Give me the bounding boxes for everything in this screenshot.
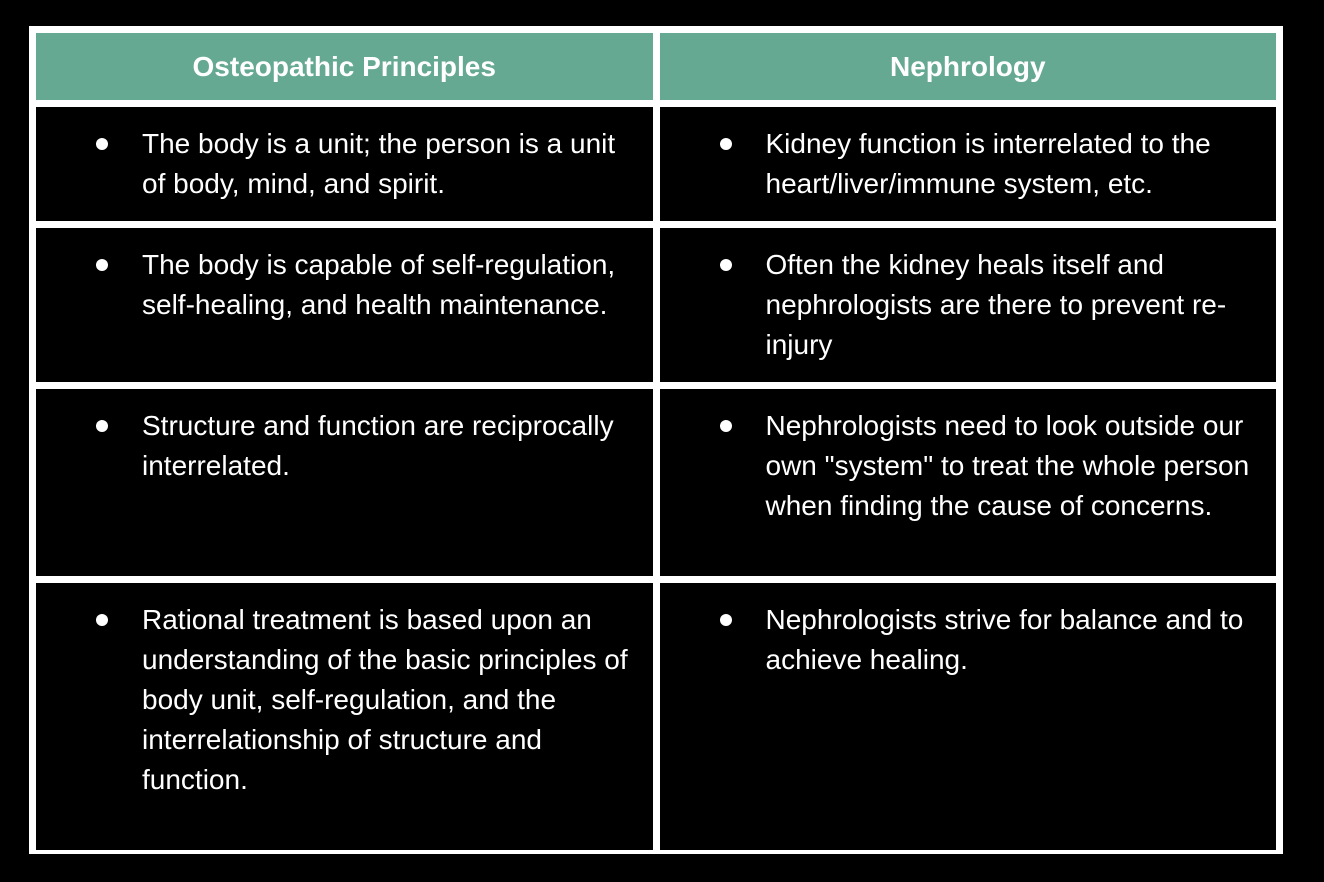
header-osteopathic-principles: Osteopathic Principles [36,33,653,100]
table-row [36,107,1276,221]
comparison-table-frame [29,26,1283,854]
cell-text: The body is capable of self-regulation, self-healing, and health maintenance. [142,249,616,320]
cell-text: Often the kidney heals itself and nephrologists are there to prevent re-injury [765,249,1227,360]
header-nephrology: Nephrology [660,33,1277,100]
bullet-icon [720,259,732,271]
table-row [36,228,1276,382]
table-cell-right [660,389,1277,576]
bullet-icon [96,420,108,432]
bullet-icon [96,138,108,150]
table-cell-right [660,583,1277,850]
cell-text: The body is a unit; the person is a unit of body, mind, and spirit. [142,128,616,199]
comparison-table [29,26,1283,857]
bullet-icon [96,614,108,626]
table-cell-left [36,228,653,382]
cell-text: Nephrologists strive for balance and to achieve healing. [765,604,1244,675]
cell-text: Nephrologists need to look outside our own "system" to treat the whole person when finding the cause of concerns. [765,410,1250,521]
table-row [36,389,1276,576]
header-row [36,33,1276,100]
table-cell-left [36,107,653,221]
table-cell-right [660,107,1277,221]
table-row [36,583,1276,850]
bullet-icon [96,259,108,271]
cell-text: Structure and function are reciprocally interrelated. [142,410,614,481]
bullet-icon [720,420,732,432]
cell-text: Kidney function is interrelated to the heart/liver/immune system, etc. [765,128,1211,199]
cell-text: Rational treatment is based upon an understanding of the basic principles of body unit, self-regulation, and the interrelationship of structure and function. [142,604,628,795]
table-cell-left [36,583,653,850]
table-cell-left [36,389,653,576]
bullet-icon [720,138,732,150]
table-cell-right [660,228,1277,382]
bullet-icon [720,614,732,626]
